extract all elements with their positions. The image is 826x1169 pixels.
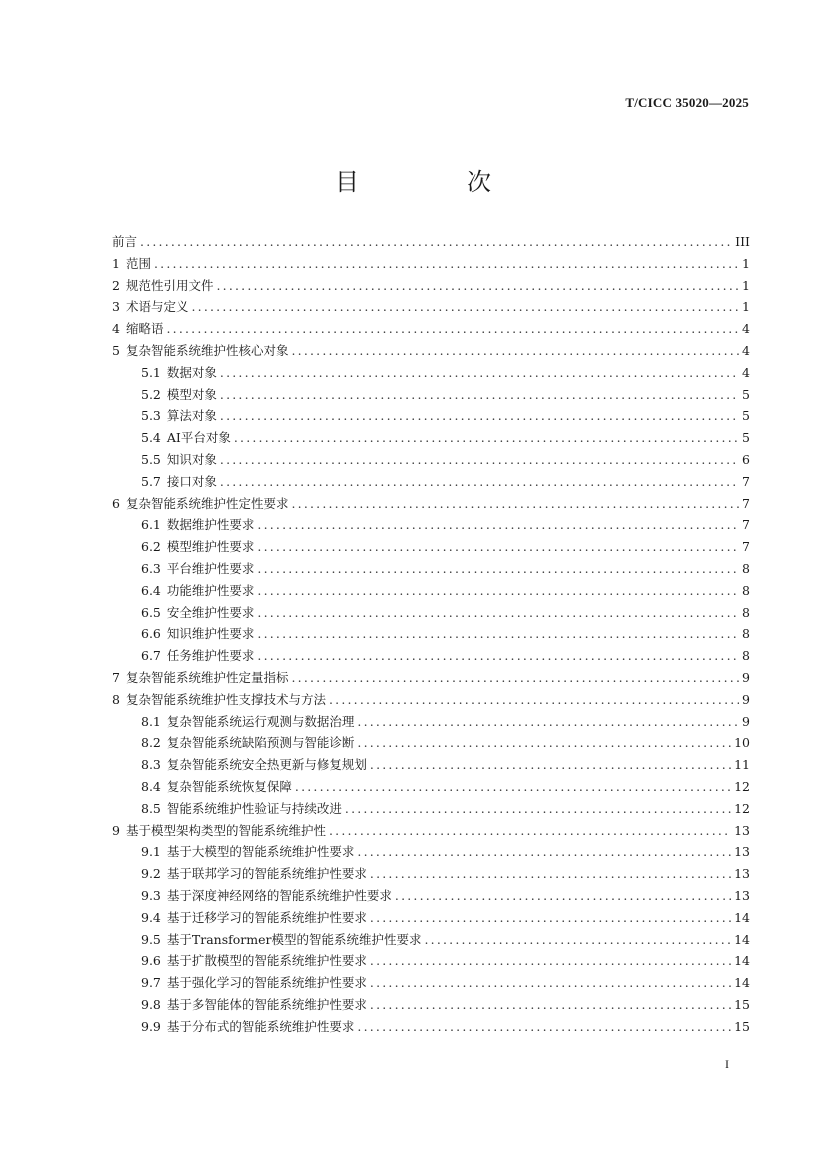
toc-entry-page: 4 <box>742 342 750 358</box>
toc-entry-page: 7 <box>742 495 750 511</box>
dot-leader <box>329 692 739 707</box>
toc-entry[interactable] <box>112 930 750 952</box>
toc-entry-label: 数据维护性要求 <box>166 517 255 533</box>
toc-entry-label: 基于大模型的智能系统维护性要求 <box>166 844 355 860</box>
toc-entry-number: 6.7 <box>141 648 161 664</box>
dot-leader <box>257 539 739 554</box>
dot-leader <box>370 757 731 772</box>
toc-entry-page: 13 <box>734 844 750 860</box>
toc-entry-number: 9.7 <box>141 975 161 991</box>
toc-entry-label: 复杂智能系统恢复保障 <box>166 778 292 794</box>
toc-entry[interactable] <box>112 951 750 973</box>
toc-entry-label: 模型对象 <box>166 386 217 402</box>
toc-entry-label: 前言 <box>112 234 138 249</box>
toc-entry-page: 7 <box>742 517 750 533</box>
toc-entry-label: 规范性引用文件 <box>125 277 214 293</box>
toc-entry-label: 基于联邦学习的智能系统维护性要求 <box>166 866 367 882</box>
dot-leader <box>370 953 731 968</box>
toc-entry-label: AI平台对象 <box>166 430 231 446</box>
dot-leader <box>220 474 739 489</box>
toc-entry-page: 5 <box>742 408 750 424</box>
toc-entry-label: 数据对象 <box>166 364 217 380</box>
toc-entry[interactable] <box>112 297 750 319</box>
toc-entry[interactable] <box>112 254 750 276</box>
dot-leader <box>345 801 731 816</box>
dot-leader <box>291 496 739 511</box>
dot-leader <box>291 343 739 358</box>
toc-entry-page: 8 <box>742 626 750 642</box>
toc-entry-number: 9.4 <box>141 909 161 925</box>
toc-entry-number: 5.7 <box>141 473 161 489</box>
toc-entry-page: 1 <box>742 255 750 271</box>
toc-entry[interactable] <box>112 450 750 472</box>
toc-entry-page: 12 <box>734 800 750 816</box>
dot-leader <box>257 583 739 598</box>
toc-entry-number: 6.1 <box>141 517 161 533</box>
toc-entry[interactable] <box>112 712 750 734</box>
toc-entry[interactable] <box>112 559 750 581</box>
toc-entry-number: 9.9 <box>141 1018 161 1034</box>
standard-code: T/CICC 35020—2025 <box>625 95 749 110</box>
toc-entry-page: 7 <box>742 473 750 489</box>
toc-entry-label: 基于强化学习的智能系统维护性要求 <box>166 975 367 991</box>
toc-entry-label: 基于分布式的智能系统维护性要求 <box>166 1018 355 1034</box>
toc-entry-label: 知识对象 <box>166 451 217 467</box>
toc-entry[interactable] <box>112 406 750 428</box>
table-of-contents <box>112 232 750 1038</box>
toc-entry-number: 8.4 <box>141 778 161 794</box>
toc-entry-page: 10 <box>734 735 750 751</box>
toc-entry[interactable] <box>112 515 750 537</box>
dot-leader <box>357 714 739 729</box>
toc-entry-label: 基于模型架构类型的智能系统维护性 <box>125 822 326 838</box>
toc-entry-label: 复杂智能系统运行观测与数据治理 <box>166 713 355 729</box>
toc-entry-number: 9.3 <box>141 887 161 903</box>
toc-entry-number: 6 <box>112 495 120 511</box>
toc-entry-number: 9.6 <box>141 953 161 969</box>
toc-entry[interactable] <box>112 581 750 603</box>
toc-entry-page: 14 <box>734 975 750 991</box>
dot-leader <box>370 910 731 925</box>
dot-leader <box>257 605 739 620</box>
toc-entry-label: 基于Transformer模型的智能系统维护性要求 <box>166 931 422 947</box>
toc-entry[interactable] <box>112 690 750 712</box>
toc-entry-number: 8.1 <box>141 713 161 729</box>
toc-entry-number: 8 <box>112 691 120 707</box>
toc-entry-page: 13 <box>734 822 750 838</box>
dot-leader <box>154 256 739 271</box>
toc-entry[interactable] <box>112 799 750 821</box>
toc-entry[interactable] <box>112 668 750 690</box>
toc-entry-number: 9.5 <box>141 931 161 947</box>
dot-leader <box>370 975 731 990</box>
toc-entry[interactable] <box>112 624 750 646</box>
toc-entry-page: 9 <box>742 691 750 707</box>
toc-entry-number: 6.5 <box>141 604 161 620</box>
toc-entry-number: 9 <box>112 822 120 838</box>
toc-entry[interactable] <box>112 363 750 385</box>
toc-entry-number: 9.1 <box>141 844 161 860</box>
dot-leader <box>295 779 731 794</box>
toc-entry-page: 5 <box>742 386 750 402</box>
toc-entry-label: 范围 <box>125 255 151 271</box>
toc-entry[interactable] <box>112 842 750 864</box>
toc-entry-page: 13 <box>734 866 750 882</box>
toc-entry[interactable] <box>112 777 750 799</box>
dot-leader <box>216 278 739 293</box>
dot-leader <box>395 888 731 903</box>
toc-entry-number: 2 <box>112 277 120 293</box>
toc-entry-number: 8.3 <box>141 757 161 773</box>
toc-entry-label: 复杂智能系统安全热更新与修复规划 <box>166 757 367 773</box>
dot-leader <box>370 997 731 1012</box>
toc-entry-number: 8.5 <box>141 800 161 816</box>
toc-entry-label: 模型维护性要求 <box>166 539 255 555</box>
toc-entry-number: 6.4 <box>141 582 161 598</box>
toc-entry-page: 14 <box>734 953 750 969</box>
toc-entry[interactable] <box>112 472 750 494</box>
dot-leader <box>357 844 731 859</box>
toc-entry-page: 8 <box>742 604 750 620</box>
toc-entry-page: 7 <box>742 539 750 555</box>
toc-entry[interactable] <box>112 1017 750 1039</box>
toc-entry[interactable] <box>112 319 750 341</box>
dot-leader <box>220 387 739 402</box>
toc-entry[interactable] <box>112 755 750 777</box>
toc-entry-label: 复杂智能系统维护性支撑技术与方法 <box>125 691 326 707</box>
toc-entry-label: 缩略语 <box>125 321 164 337</box>
toc-entry[interactable] <box>112 341 750 363</box>
toc-entry-number: 5.4 <box>141 430 161 446</box>
toc-entry-label: 基于扩散模型的智能系统维护性要求 <box>166 953 367 969</box>
toc-entry[interactable] <box>112 973 750 995</box>
toc-entry-page: 1 <box>742 299 750 315</box>
toc-entry[interactable] <box>112 908 750 930</box>
toc-entry-number: 4 <box>112 321 120 337</box>
toc-entry-page: 14 <box>734 909 750 925</box>
toc-entry[interactable] <box>112 537 750 559</box>
toc-entry-label: 接口对象 <box>166 473 217 489</box>
toc-entry-number: 6.6 <box>141 626 161 642</box>
toc-entry[interactable] <box>112 864 750 886</box>
dot-leader <box>257 626 739 641</box>
dot-leader <box>220 452 739 467</box>
toc-entry-number: 6.3 <box>141 560 161 576</box>
toc-entry-page: 15 <box>734 996 750 1012</box>
toc-entry-page: 8 <box>742 648 750 664</box>
toc-entry-label: 平台维护性要求 <box>166 560 255 576</box>
dot-leader <box>291 670 739 685</box>
toc-entry-number: 5.3 <box>141 408 161 424</box>
toc-entry[interactable] <box>112 821 750 843</box>
toc-entry-label: 安全维护性要求 <box>166 604 255 620</box>
toc-entry-page: 9 <box>742 669 750 685</box>
dot-leader <box>357 735 731 750</box>
toc-entry[interactable] <box>112 733 750 755</box>
toc-entry-page: 14 <box>734 931 750 947</box>
toc-entry-page: 8 <box>742 582 750 598</box>
toc-entry-page: 11 <box>734 757 750 773</box>
toc-entry[interactable] <box>112 276 750 298</box>
toc-entry-label: 复杂智能系统维护性定性要求 <box>125 495 289 511</box>
toc-entry-number: 3 <box>112 299 120 315</box>
toc-entry-number: 6.2 <box>141 539 161 555</box>
toc-entry-number: 5.2 <box>141 386 161 402</box>
toc-entry-page: 15 <box>734 1018 750 1034</box>
toc-entry-number: 9.8 <box>141 996 161 1012</box>
toc-entry-number: 9.2 <box>141 866 161 882</box>
toc-entry[interactable] <box>112 385 750 407</box>
toc-entry-label: 功能维护性要求 <box>166 582 255 598</box>
toc-entry-page: 13 <box>734 887 750 903</box>
dot-leader <box>191 299 739 314</box>
toc-entry-label: 知识维护性要求 <box>166 626 255 642</box>
toc-entry-page: 6 <box>742 451 750 467</box>
toc-entry-page: 9 <box>742 713 750 729</box>
dot-leader <box>257 517 739 532</box>
toc-entry-label: 基于深度神经网络的智能系统维护性要求 <box>166 887 392 903</box>
dot-leader <box>257 561 739 576</box>
dot-leader <box>257 648 739 663</box>
toc-entry-label: 基于多智能体的智能系统维护性要求 <box>166 996 367 1012</box>
dot-leader <box>220 408 739 423</box>
toc-entry-number: 5.5 <box>141 451 161 467</box>
toc-entry[interactable] <box>112 886 750 908</box>
toc-entry-label: 算法对象 <box>166 408 217 424</box>
dot-leader <box>357 1019 731 1034</box>
dot-leader <box>140 234 732 249</box>
toc-entry-number: 7 <box>112 669 120 685</box>
toc-entry-number: 5 <box>112 342 120 358</box>
toc-entry[interactable] <box>112 428 750 450</box>
toc-entry-label: 任务维护性要求 <box>166 648 255 664</box>
toc-entry-page: 12 <box>734 778 750 794</box>
dot-leader <box>329 823 731 838</box>
dot-leader <box>424 932 731 947</box>
dot-leader <box>234 430 739 445</box>
toc-entry-label: 复杂智能系统缺陷预测与智能诊断 <box>166 735 355 751</box>
toc-entry-page: 5 <box>742 430 750 446</box>
toc-title: 目 次 <box>335 168 533 196</box>
page-number: I <box>725 1057 729 1071</box>
toc-entry-number: 5.1 <box>141 364 161 380</box>
toc-entry[interactable] <box>112 995 750 1017</box>
toc-entry-page: 4 <box>742 321 750 337</box>
toc-entry-page: 8 <box>742 560 750 576</box>
dot-leader <box>166 321 739 336</box>
toc-entry-label: 复杂智能系统维护性定量指标 <box>125 669 289 685</box>
toc-entry[interactable] <box>112 232 750 254</box>
toc-entry[interactable] <box>112 646 750 668</box>
toc-entry-number: 1 <box>112 255 120 271</box>
toc-entry-page: 4 <box>742 364 750 380</box>
toc-entry-page: 1 <box>742 277 750 293</box>
dot-leader <box>370 866 731 881</box>
toc-entry-label: 智能系统维护性验证与持续改进 <box>166 800 342 816</box>
toc-entry-number: 8.2 <box>141 735 161 751</box>
toc-entry-label: 基于迁移学习的智能系统维护性要求 <box>166 909 367 925</box>
toc-entry-page: III <box>735 234 750 249</box>
toc-entry[interactable] <box>112 603 750 625</box>
toc-entry[interactable] <box>112 494 750 516</box>
dot-leader <box>220 365 739 380</box>
toc-entry-label: 术语与定义 <box>125 299 189 315</box>
toc-entry-label: 复杂智能系统维护性核心对象 <box>125 342 289 358</box>
